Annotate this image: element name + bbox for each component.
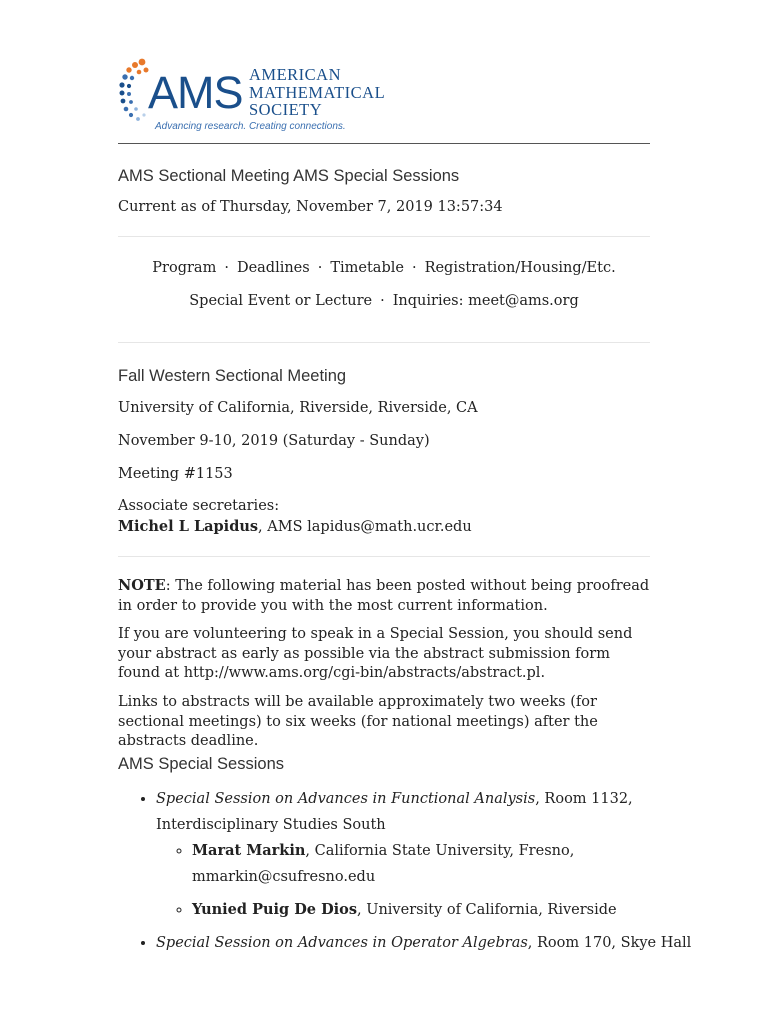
organizer-details: , California State University, Fresno, mmarkin@csufresno.edu (192, 843, 575, 885)
secretary-details: , AMS lapidus@math.ucr.edu (258, 519, 472, 535)
ams-dots-icon (118, 58, 152, 138)
header-divider (118, 143, 650, 144)
abstract-links-paragraph: Links to abstracts will be available approximately two weeks (for sectional meetings) to six weeks (for national meetings) after the abstracts deadline. (118, 694, 598, 749)
note-label: NOTE (118, 577, 166, 594)
page-title: AMS Sectional Meeting AMS Special Sessions (118, 167, 460, 185)
divider (118, 556, 650, 557)
meeting-location: University of California, Riverside, Riverside, CA (118, 400, 478, 416)
nav-separator: · (317, 260, 323, 276)
current-as-of: Current as of Thursday, November 7, 2019 13:57:34 (118, 199, 503, 215)
logo-name-line-1: AMERICAN (249, 65, 342, 84)
session-room: , Room 170, Skye Hall (527, 935, 692, 951)
logo-name-line-2: MATHEMATICAL (249, 82, 386, 102)
logo-name-line-3: SOCIETY (249, 100, 323, 119)
meeting-dates: November 9-10, 2019 (Saturday - Sunday) (118, 433, 430, 449)
nav-link-timetable[interactable]: Timetable (330, 260, 404, 276)
nav-separator: · (411, 260, 417, 276)
logo-tagline: Advancing research. Creating connections. (155, 121, 346, 132)
organizer-details: , University of California, Riverside (357, 902, 617, 918)
organizer-item (192, 897, 696, 923)
secretary-name: Michel L Lapidus (118, 518, 259, 535)
organizer-list (156, 838, 696, 923)
session-name-link[interactable]: Special Session on Advances in Operator Algebras (156, 935, 528, 951)
organizer-item (192, 838, 696, 890)
organizer-name: Marat Markin (192, 842, 306, 859)
organizer-name: Yunied Puig De Dios (192, 901, 358, 918)
meeting-number: Meeting #1153 (118, 466, 233, 482)
logo-abbreviation: AMS (148, 67, 243, 118)
session-item (156, 786, 696, 923)
nav-separator: · (224, 260, 229, 276)
volunteer-paragraph: If you are volunteering to speak in a Special Session, you should send your abstract as early as possible via the abstract submission form found at http://www.ams.org/cgi-bin/abstracts/abstract.pl. (118, 626, 633, 681)
nav-link-registration[interactable]: Registration/Housing/Etc. (424, 260, 616, 276)
note-paragraph (118, 576, 650, 616)
nav-link-inquiries[interactable]: Inquiries: meet@ams.org (392, 293, 579, 309)
nav-separator: · (380, 293, 385, 309)
nav-row-2 (118, 293, 650, 309)
divider (118, 342, 650, 343)
sessions-list (118, 786, 696, 962)
logo-society-name (249, 66, 385, 119)
meeting-title: Fall Western Sectional Meeting (118, 367, 347, 385)
session-name-link[interactable]: Special Session on Advances in Functional Analysis (156, 791, 536, 807)
session-item (156, 930, 696, 956)
nav-row-1 (118, 260, 650, 276)
nav-link-deadlines[interactable]: Deadlines (236, 260, 310, 276)
secretary-entry (118, 518, 472, 535)
nav-link-program[interactable]: Program (152, 260, 217, 276)
session-room: , Room 1132, Interdisciplinary Studies South (156, 791, 633, 833)
ams-logo[interactable] (118, 58, 398, 138)
special-sessions-heading: AMS Special Sessions (118, 755, 284, 773)
divider (118, 236, 650, 237)
nav-link-special-event[interactable]: Special Event or Lecture (189, 293, 373, 309)
secretaries-label: Associate secretaries: (118, 498, 280, 514)
note-text: : The following material has been posted without being proofread in order to provide you with the most current information. (118, 578, 650, 614)
